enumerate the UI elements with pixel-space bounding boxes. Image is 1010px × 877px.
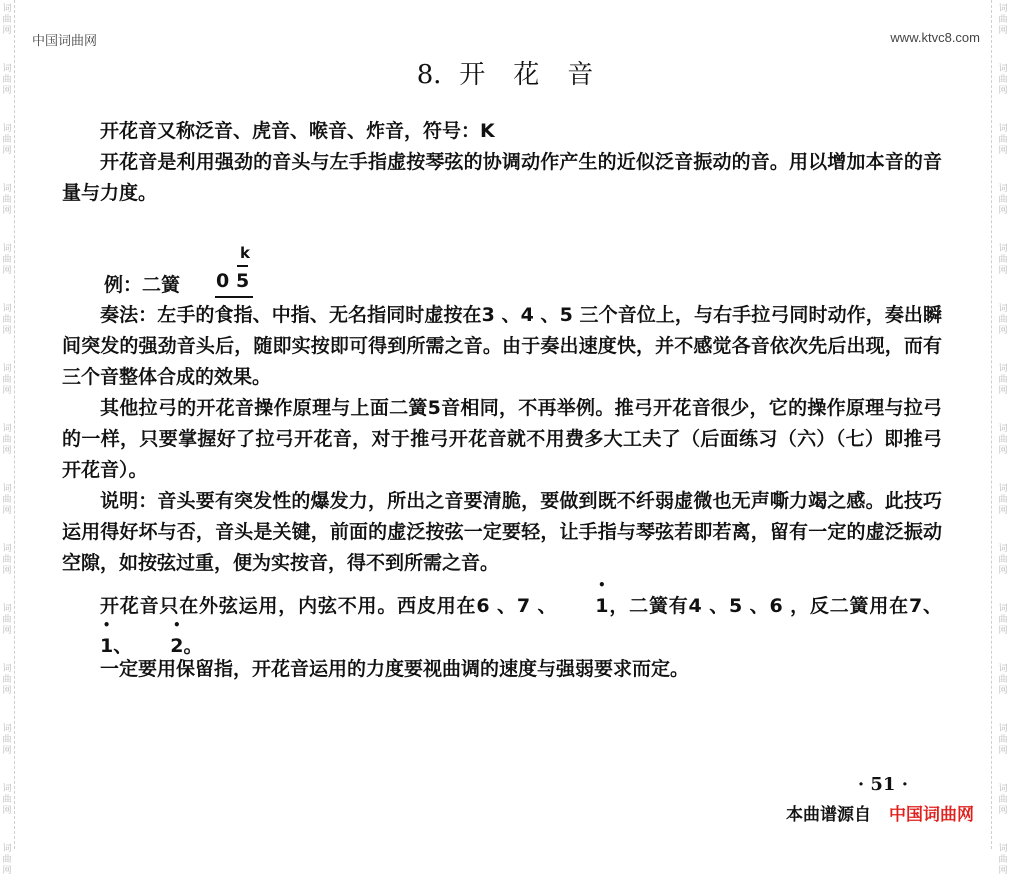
high-dot: •: [598, 578, 606, 592]
watermark-text: 词 曲 网: [2, 364, 12, 396]
source-credit: [786, 800, 974, 825]
watermark-text: 词 曲 网: [998, 124, 1008, 156]
watermark-text: 词 曲 网: [2, 4, 12, 36]
kaihua-mark: k: [240, 244, 250, 262]
watermark-text: 词 曲 网: [2, 664, 12, 696]
high-note-2-value: 2: [170, 635, 184, 657]
left-divider: [14, 0, 15, 849]
watermark-text: 词 曲 网: [2, 64, 12, 96]
watermark-text: 词 曲 网: [998, 364, 1008, 396]
watermark-text: 词 曲 网: [998, 4, 1008, 36]
watermark-text: 词 曲 网: [2, 184, 12, 216]
strings-text-5: 。: [183, 635, 203, 657]
note-0: 0: [216, 270, 230, 292]
high-note-1-value: 1: [595, 595, 609, 617]
note-5: 5: [236, 270, 250, 292]
watermark-text: 词 曲 网: [998, 844, 1008, 876]
watermark-text: 词 曲 网: [2, 484, 12, 516]
watermark-text: 词 曲 网: [998, 484, 1008, 516]
example-label: 例：二簧: [104, 274, 181, 296]
watermark-text: 词 曲 网: [998, 64, 1008, 96]
source-site: 中国词曲网: [889, 805, 974, 825]
right-divider: [991, 0, 992, 849]
title-part-2: 花: [513, 60, 540, 90]
beat-underline: [215, 296, 253, 298]
strings-text-2: ，二簧有4 、5 、6 ，反二簧用在: [608, 595, 909, 617]
paragraph-intro-1: 开花音又称泛音、虎音、喉音、炸音，符号：K: [100, 120, 495, 142]
source-label: 本曲谱源自: [786, 805, 871, 825]
strings-text-3: 7、: [908, 595, 942, 617]
high-dot: •: [173, 618, 181, 632]
watermark-text: 词 曲 网: [2, 304, 12, 336]
paragraph-play-method: 奏法：左手的食指、中指、无名指同时虚按在3 、4 、5 三个音位上，与右手拉弓同时动作，奏出瞬间突发的强劲音头后，随即实按即可得到所需之音。由于奏出速度快，并不感觉各音依次先后出现，而有三个音整体合成的效果。: [62, 304, 942, 388]
strings-text-1: 开花音只在外弦运用，内弦不用。西皮用在6 、7 、: [100, 595, 558, 617]
high-note-1b-value: 1: [100, 635, 114, 657]
watermark-text: 词 曲 网: [2, 544, 12, 576]
watermark-text: 词 曲 网: [998, 784, 1008, 816]
watermark-text: 词 曲 网: [2, 604, 12, 636]
notation-example: [104, 246, 304, 306]
page-number: · 51 ·: [857, 774, 908, 795]
left-watermark-strip: [0, 0, 14, 876]
mark-bar: [237, 265, 248, 267]
watermark-text: 词 曲 网: [2, 244, 12, 276]
watermark-text: 词 曲 网: [998, 664, 1008, 696]
strings-text-4: 、: [113, 635, 133, 657]
watermark-text: 词 曲 网: [998, 724, 1008, 756]
title-part-1: 8．开: [416, 60, 486, 90]
watermark-text: 词 曲 网: [2, 124, 12, 156]
watermark-text: 词 曲 网: [998, 244, 1008, 276]
paragraph-intro-2: 开花音是利用强劲的音头与左手指虚按琴弦的协调动作产生的近似泛音振动的音。用以增加本音的音量与力度。: [62, 151, 942, 204]
title-part-3: 音: [567, 60, 594, 90]
watermark-text: 词 曲 网: [2, 724, 12, 756]
right-watermark-strip: [996, 0, 1010, 876]
header-site-name: 中国词曲网: [32, 33, 98, 48]
watermark-text: 词 曲 网: [2, 424, 12, 456]
watermark-text: 词 曲 网: [998, 184, 1008, 216]
paragraph-last: 一定要用保留指，开花音运用的力度要视曲调的速度与强弱要求而定。: [100, 658, 690, 680]
header-site-url: www.ktvc8.com: [890, 30, 980, 45]
watermark-text: 词 曲 网: [2, 784, 12, 816]
high-dot: •: [102, 618, 111, 632]
paragraph-explain: 说明：音头要有突发性的爆发力，所出之音要清脆，要做到既不纤弱虚微也无声嘶力竭之感。此技巧运用得好坏与否，音头是关键，前面的虚泛按弦一定要轻，让手指与琴弦若即若离，留有一定的虚泛振动空隙，如按弦过重，便为实按音，得不到所需之音。: [62, 490, 942, 574]
watermark-text: 词 曲 网: [998, 604, 1008, 636]
watermark-text: 词 曲 网: [2, 844, 12, 876]
watermark-text: 词 曲 网: [998, 424, 1008, 456]
watermark-text: 词 曲 网: [998, 304, 1008, 336]
watermark-text: 词 曲 网: [998, 544, 1008, 576]
paragraph-other: 其他拉弓的开花音操作原理与上面二簧5音相同，不再举例。推弓开花音很少，它的操作原理与拉弓的一样，只要掌握好了拉弓开花音，对于推弓开花音就不用费多大工夫了（后面练习（六）（七）即推弓开花音）。: [62, 397, 942, 481]
high-note-1: [557, 578, 609, 626]
page-title: [0, 54, 1010, 91]
